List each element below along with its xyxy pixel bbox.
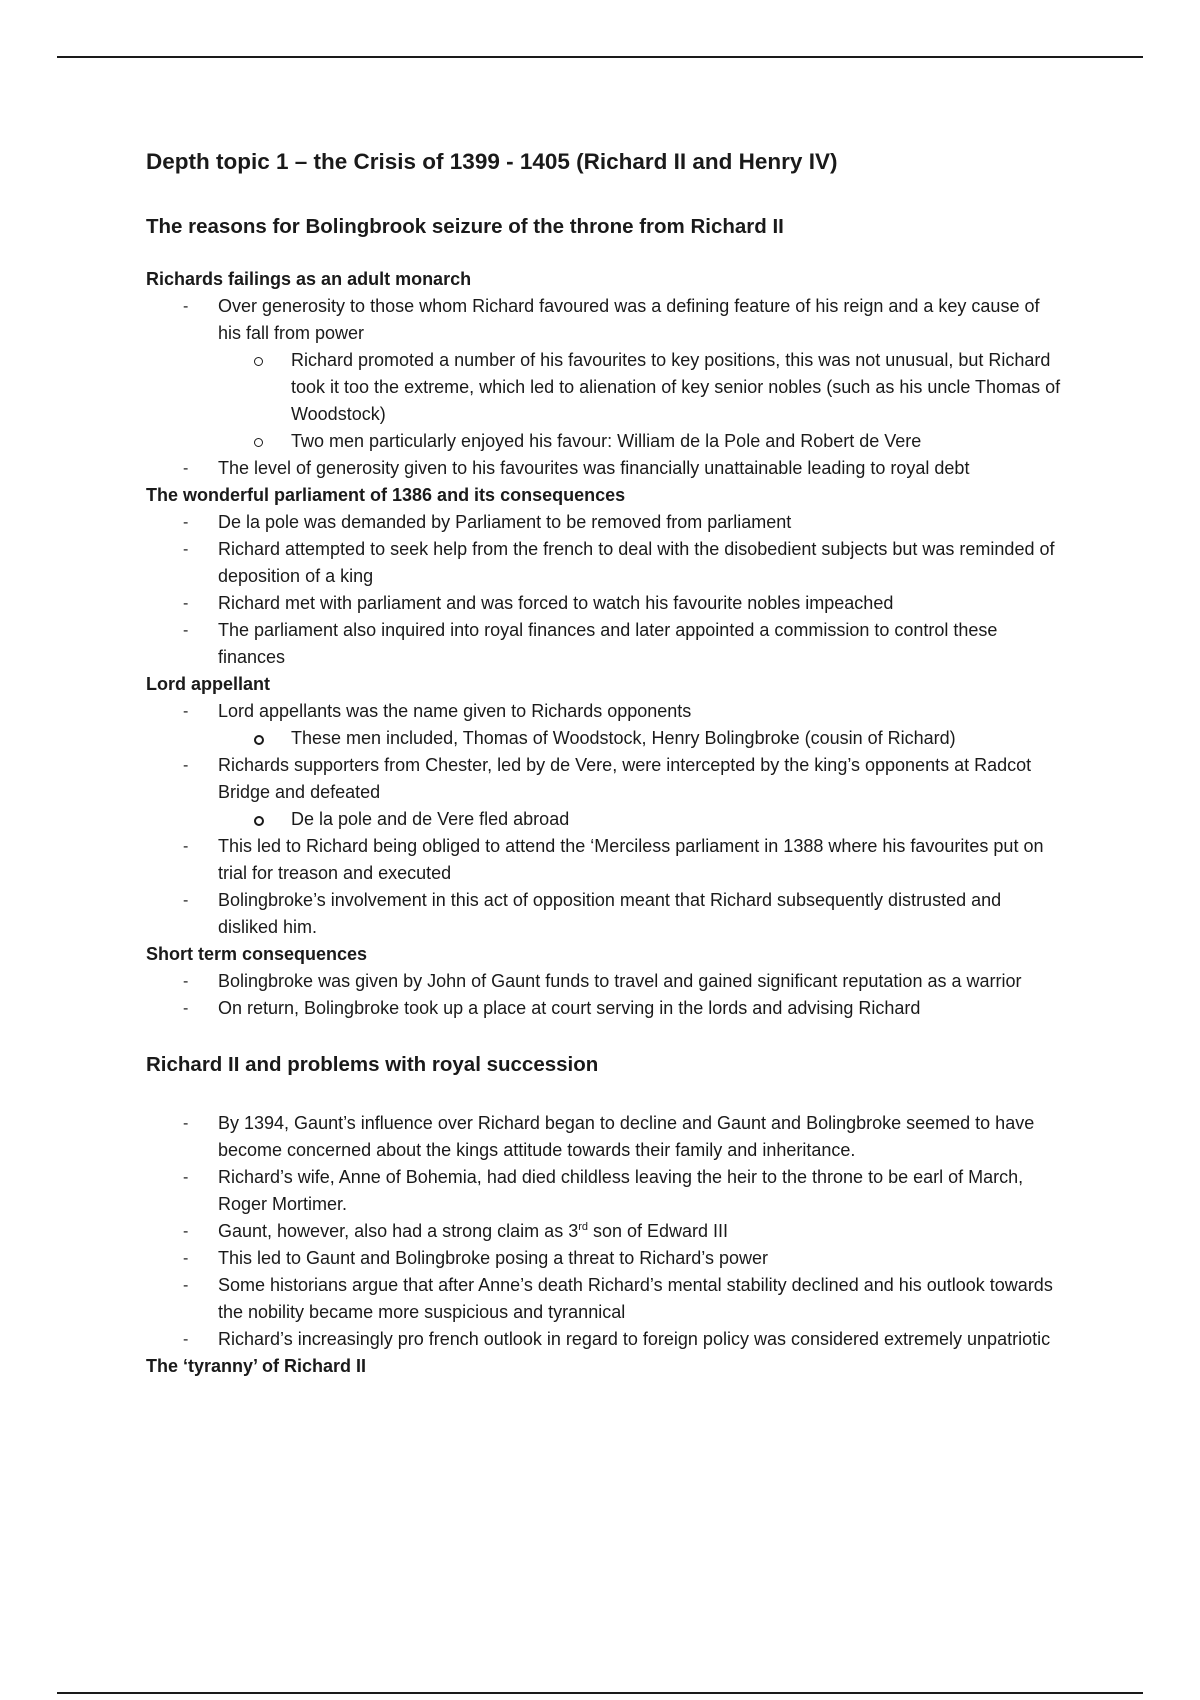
dash-bullet: -	[183, 298, 189, 315]
dash-bullet: -	[183, 973, 189, 990]
ordinal-superscript: rd	[578, 1221, 588, 1233]
dash-bullet: -	[183, 541, 189, 558]
document-title: Depth topic 1 – the Crisis of 1399 - 1405 (Richard II and Henry IV)	[146, 149, 838, 174]
sub-list-item-text: These men included, Thomas of Woodstock, Henry Bolingbroke (cousin of Richard)	[291, 728, 956, 748]
list-item-text: The level of generosity given to his favourites was financially unattainable leading to royal debt	[218, 458, 970, 478]
dash-bullet: -	[183, 1169, 189, 1186]
sub-list-item	[291, 806, 1066, 833]
sub-list-item-text: De la pole and de Vere fled abroad	[291, 809, 570, 829]
list-item	[183, 617, 1066, 671]
dash-bullet: -	[183, 622, 189, 639]
circle-bullet-icon	[254, 357, 263, 366]
dash-bullet: -	[183, 514, 189, 531]
list-item	[183, 1218, 1066, 1245]
section-heading-royal-succession: Richard II and problems with royal succession	[146, 1053, 599, 1076]
list-item-text: Richard’s wife, Anne of Bohemia, had died childless leaving the heir to the throne to be earl of March, Roger Mortimer.	[218, 1167, 1024, 1214]
list-item	[183, 698, 1066, 752]
list-item-text: This led to Gaunt and Bolingbroke posing a threat to Richard’s power	[218, 1248, 768, 1268]
sub-list-item	[291, 428, 1066, 455]
bullet-list-failings	[146, 293, 1066, 482]
dash-bullet: -	[183, 757, 189, 774]
bullet-list-parliament	[146, 509, 1066, 671]
dash-bullet: -	[183, 892, 189, 909]
subheading-wonderful-parliament: The wonderful parliament of 1386 and its consequences	[146, 485, 626, 505]
subheading-lord-appellant: Lord appellant	[146, 674, 271, 694]
sub-bullet-list	[218, 347, 1066, 455]
list-item	[183, 1272, 1066, 1326]
page-top-rule	[57, 56, 1143, 58]
dash-bullet: -	[183, 595, 189, 612]
page-bottom-rule	[57, 1692, 1143, 1694]
section-heading-bolingbrook-seizure: The reasons for Bolingbrook seizure of the throne from Richard II	[146, 215, 784, 238]
dash-bullet: -	[183, 838, 189, 855]
bullet-list-lord-appellant	[146, 698, 1066, 941]
dash-bullet: -	[183, 1331, 189, 1348]
sub-list-item-text: Two men particularly enjoyed his favour: William de la Pole and Robert de Vere	[291, 431, 922, 451]
list-item	[183, 995, 1066, 1022]
list-item	[183, 509, 1066, 536]
sub-list-item-text: Richard promoted a number of his favourites to key positions, this was not unusual, but Richard took it too the extreme, which led to alienation of key senior nobles (such as his uncle Thomas of Woodstock)	[291, 350, 1061, 424]
circle-bullet-icon	[254, 438, 263, 447]
list-item	[183, 590, 1066, 617]
document-body	[146, 148, 1066, 1380]
list-item-text: Lord appellants was the name given to Richards opponents	[218, 701, 692, 721]
list-item-text: Bolingbroke’s involvement in this act of opposition meant that Richard subsequently distrusted and disliked him.	[218, 890, 1002, 937]
list-item	[183, 1245, 1066, 1272]
sub-list-item	[291, 725, 1066, 752]
circle-bullet-icon	[254, 735, 264, 745]
list-item	[183, 1326, 1066, 1353]
list-item	[183, 455, 1066, 482]
list-item	[183, 1110, 1066, 1164]
bullet-list-royal-succession	[146, 1110, 1066, 1353]
sub-list-item	[291, 347, 1066, 428]
dash-bullet: -	[183, 703, 189, 720]
list-item	[183, 887, 1066, 941]
list-item	[183, 833, 1066, 887]
dash-bullet: -	[183, 1277, 189, 1294]
list-item	[183, 293, 1066, 455]
subheading-short-term-consequences: Short term consequences	[146, 944, 368, 964]
text-part: Gaunt, however, also had a strong claim as 3	[218, 1221, 579, 1241]
list-item	[183, 1164, 1066, 1218]
dash-bullet: -	[183, 1250, 189, 1267]
list-item-text: The parliament also inquired into royal finances and later appointed a commission to control these finances	[218, 620, 998, 667]
list-item-text: De la pole was demanded by Parliament to be removed from parliament	[218, 512, 792, 532]
dash-bullet: -	[183, 1223, 189, 1240]
list-item-text: By 1394, Gaunt’s influence over Richard began to decline and Gaunt and Bolingbroke seemed to have become concerned about the kings attitude towards their family and inheritance.	[218, 1113, 1035, 1160]
list-item-text: Richard attempted to seek help from the french to deal with the disobedient subjects but was reminded of deposition of a king	[218, 539, 1055, 586]
list-item-text: Bolingbroke was given by John of Gaunt funds to travel and gained significant reputation as a warrior	[218, 971, 1022, 991]
subheading-tyranny-of-richard: The ‘tyranny’ of Richard II	[146, 1356, 367, 1376]
dash-bullet: -	[183, 1000, 189, 1017]
circle-bullet-icon	[254, 816, 264, 826]
dash-bullet: -	[183, 1115, 189, 1132]
list-item-text: Some historians argue that after Anne’s death Richard’s mental stability declined and his outlook towards the nobility became more suspicious and tyrannical	[218, 1275, 1053, 1322]
list-item	[183, 536, 1066, 590]
list-item-text: Richard met with parliament and was forced to watch his favourite nobles impeached	[218, 593, 894, 613]
list-item-text	[218, 1218, 1066, 1245]
subheading-richards-failings: Richards failings as an adult monarch	[146, 269, 472, 289]
bullet-list-short-term	[146, 968, 1066, 1022]
list-item-text: On return, Bolingbroke took up a place at court serving in the lords and advising Richard	[218, 998, 921, 1018]
sub-bullet-list	[218, 806, 1066, 833]
list-item	[183, 752, 1066, 833]
list-item-text: Over generosity to those whom Richard favoured was a defining feature of his reign and a key cause of his fall from power	[218, 296, 1040, 343]
list-item-text: Richards supporters from Chester, led by de Vere, were intercepted by the king’s opponents at Radcot Bridge and defeated	[218, 755, 1032, 802]
dash-bullet: -	[183, 460, 189, 477]
list-item-text: This led to Richard being obliged to attend the ‘Merciless parliament in 1388 where his favourites put on trial for treason and executed	[218, 836, 1044, 883]
list-item-text: Richard’s increasingly pro french outlook in regard to foreign policy was considered extremely unpatriotic	[218, 1329, 1051, 1349]
list-item	[183, 968, 1066, 995]
text-part: son of Edward III	[587, 1221, 729, 1241]
sub-bullet-list	[218, 725, 1066, 752]
